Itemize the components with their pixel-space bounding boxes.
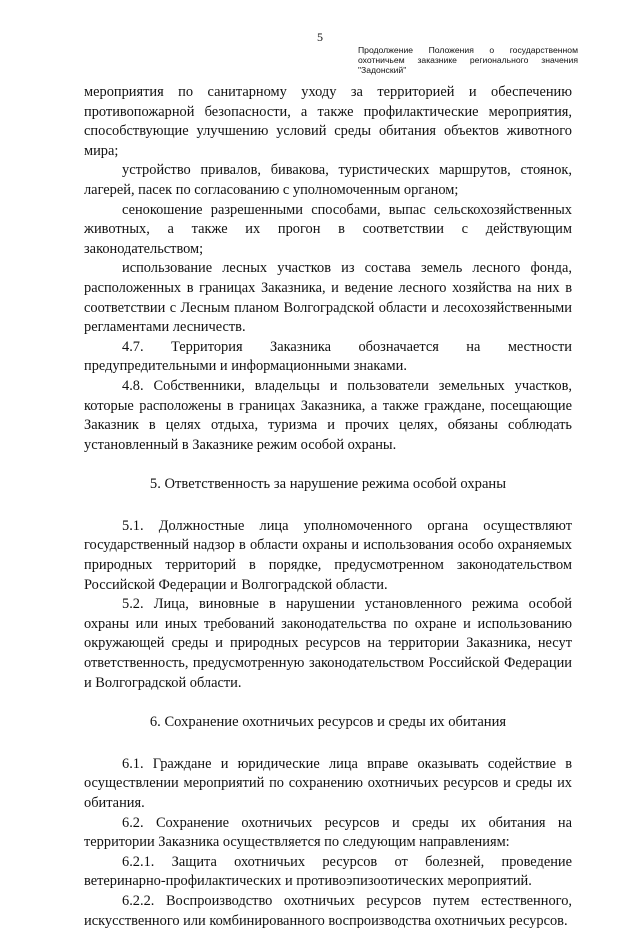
header-note: Продолжение Положения о государственном охотничьем заказнике регионального значения "Задонский" [358, 45, 578, 75]
paragraph-5-2: 5.2. Лица, виновные в нарушении установленного режима особой охраны или иных требований законодательства по охране и использованию окружающей среды и природных ресурсов на территории Заказника, несут ответственность, предусмотренную законодательством Российской Федерации и Волгоградской области. [84, 596, 572, 691]
paragraph-sanitary-measures: мероприятия по санитарному уходу за территорией и обеспечению противопожарной безопасности, а также профилактические мероприятия, способствующие улучшению условий среды обитания объектов животного мира; [84, 84, 572, 159]
paragraph-6-2-1: 6.2.1. Защита охотничьих ресурсов от болезней, проведение ветеринарно-профилактических и противоэпизоотических мероприятий. [84, 853, 572, 890]
page-number: 5 [317, 30, 323, 44]
section-6-heading: 6. Сохранение охотничьих ресурсов и среды их обитания [149, 714, 507, 731]
paragraph-4-7: 4.7. Территория Заказника обозначается на местности предупредительными и информационными знаками. [84, 338, 572, 375]
paragraph-6-2-2: 6.2.2. Воспроизводство охотничьих ресурсов путем естественного, искусственного или комбинированного воспроизводства охотничьих ресурсов. [84, 892, 572, 929]
paragraph-camps: устройство привалов, бивакова, туристических маршрутов, стоянок, лагерей, пасек по согласованию с уполномоченным органом; [84, 162, 572, 198]
paragraph-6-2: 6.2. Сохранение охотничьих ресурсов и среды их обитания на территории Заказника осуществляется по следующим направлениям: [84, 814, 572, 851]
paragraph-haymaking: сенокошение разрешенными способами, выпас сельскохозяйственных животных, а также их прогон в соответствии с действующим законодательством; [84, 201, 572, 257]
paragraph-5-1: 5.1. Должностные лица уполномоченного органа осуществляют государственный надзор в области охраны и использования особо охраняемых природных территорий в порядке, предусмотренном законодательством Российской Федерации и Волгоградской области. [84, 517, 572, 593]
section-5-heading: 5. Ответственность за нарушение режима особой охраны [149, 476, 507, 493]
paragraph-4-8: 4.8. Собственники, владельцы и пользователи земельных участков, которые расположены в границах Заказника, а также граждане, посещающие Заказник в целях отдыха, туризма и прочих целях, обязаны соблюдать установленный в Заказнике режим особой охраны. [84, 377, 572, 453]
paragraph-forest-use: использование лесных участков из состава земель лесного фонда, расположенных в границах Заказника, и ведение лесного хозяйства на них в соответствии с Лесным планом Волгоградской области и лесохозяйственными регламентами лесничеств. [84, 260, 572, 336]
document-body [84, 83, 572, 931]
paragraph-6-1: 6.1. Граждане и юридические лица вправе оказывать содействие в осуществлении мероприятий по сохранению охотничьих ресурсов и среды их обитания. [84, 755, 572, 811]
